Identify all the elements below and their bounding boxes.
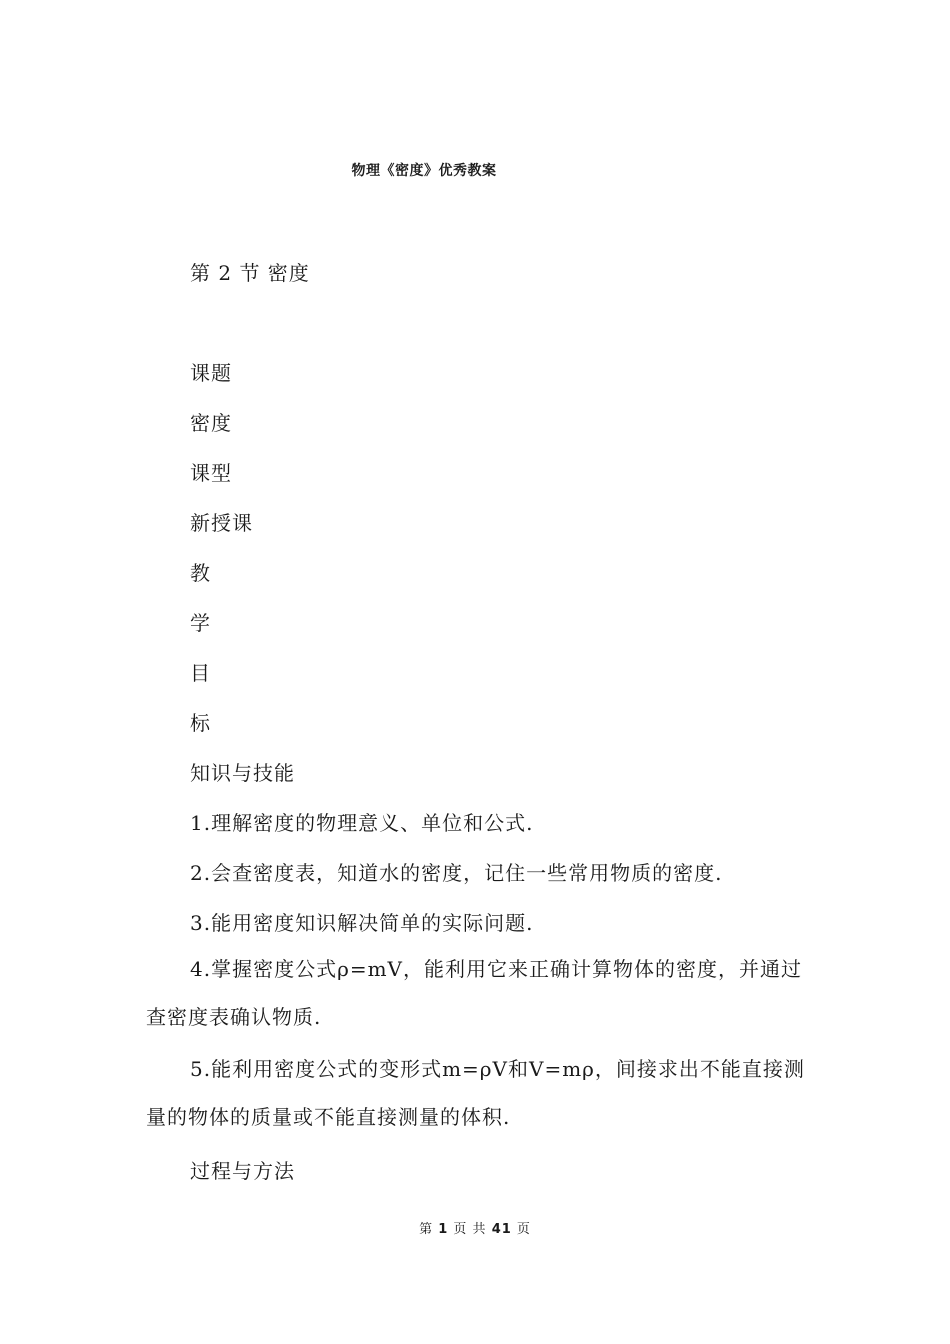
text-line: 学 (190, 611, 211, 635)
text-line: 2.会查密度表，知道水的密度，记住一些常用物质的密度. (190, 861, 723, 885)
document-title: 物理《密度》优秀教案 (351, 163, 497, 179)
paragraph: 5.能利用密度公式的变形式m=ρV和V=mρ，间接求出不能直接测量的物体的质量或不能直接测量的体积. (146, 1057, 805, 1129)
text-line: 目 (190, 661, 211, 685)
text-line: 标 (190, 711, 211, 735)
footer-suffix: 页 (516, 1222, 531, 1237)
footer-page-number: 1 (438, 1222, 449, 1237)
paragraph: 4.掌握密度公式ρ=mV，能利用它来正确计算物体的密度，并通过查密度表确认物质. (146, 957, 803, 1029)
section-heading: 第 2 节 密度 (190, 261, 310, 285)
text-line: 密度 (190, 411, 232, 435)
text-line: 教 (190, 561, 211, 585)
page-footer (0, 1218, 950, 1237)
footer-middle: 页 共 (453, 1222, 487, 1237)
text-line: 课题 (190, 361, 232, 385)
text-line: 3.能用密度知识解决简单的实际问题. (190, 911, 534, 935)
footer-prefix: 第 (419, 1222, 434, 1237)
text-line: 过程与方法 (190, 1159, 295, 1183)
text-line: 1.理解密度的物理意义、单位和公式. (190, 811, 534, 835)
footer-total-pages: 41 (491, 1222, 512, 1237)
text-line: 新授课 (190, 511, 253, 535)
text-line: 课型 (190, 461, 232, 485)
text-line: 知识与技能 (190, 761, 295, 785)
